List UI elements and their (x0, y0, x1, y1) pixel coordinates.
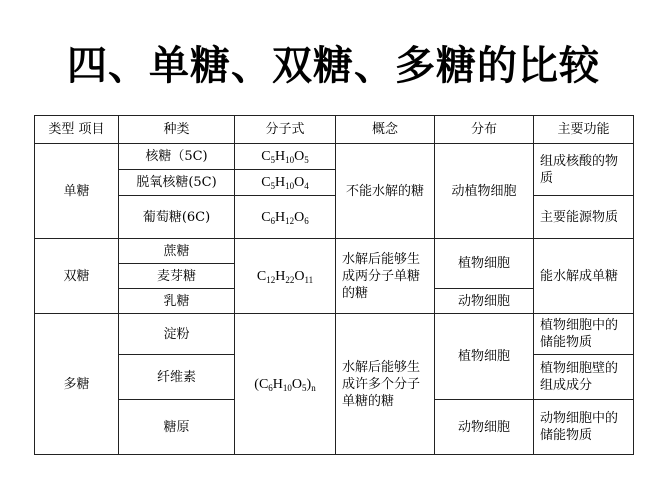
function-mono-0: 组成核酸的物质 (534, 144, 634, 196)
table-row (35, 314, 634, 355)
formula-cell (235, 239, 336, 314)
function-poly-0: 植物细胞中的储能物质 (534, 314, 634, 355)
formula-cell (235, 314, 336, 455)
kind-cell: 纤维素 (119, 355, 235, 400)
formula-cell (235, 144, 336, 170)
category-di: 双糖 (35, 239, 119, 314)
concept-poly: 水解后能够生成许多个分子单糖的糖 (336, 314, 435, 455)
formula-cell (235, 170, 336, 196)
header-distribution: 分布 (435, 116, 534, 144)
kind-cell: 麦芽糖 (119, 264, 235, 289)
function-poly-2: 动物细胞中的储能物质 (534, 400, 634, 455)
kind-cell: 葡萄糖(6C) (119, 196, 235, 239)
header-kinds: 种类 (119, 116, 235, 144)
kind-cell: 蔗糖 (119, 239, 235, 264)
distribution-di-0: 植物细胞 (435, 239, 534, 289)
kind-cell: 糖原 (119, 400, 235, 455)
table-row (35, 239, 634, 264)
distribution-poly-1: 动物细胞 (435, 400, 534, 455)
header-concept: 概念 (336, 116, 435, 144)
function-poly-1: 植物细胞壁的组成成分 (534, 355, 634, 400)
table-header-row (35, 116, 634, 144)
table-row (35, 144, 634, 170)
kind-cell: 核糖（5C) (119, 144, 235, 170)
table-row (35, 196, 634, 239)
formula-mono-0: $C_5H_{10}O_5$ (261, 149, 309, 165)
formula-cell (235, 196, 336, 239)
sugar-comparison-table (34, 115, 634, 455)
header-function: 主要功能 (534, 116, 634, 144)
header-formula: 分子式 (235, 116, 336, 144)
distribution-di-1: 动物细胞 (435, 289, 534, 314)
category-mono: 单糖 (35, 144, 119, 239)
distribution-poly-0: 植物细胞 (435, 314, 534, 400)
formula-mono-1: $C_5H_{10}O_4$ (261, 175, 309, 191)
kind-cell: 淀粉 (119, 314, 235, 355)
function-di: 能水解成单糖 (534, 239, 634, 314)
kind-cell: 脱氧核糖(5C) (119, 170, 235, 196)
concept-di: 水解后能够生成两分子单糖的糖 (336, 239, 435, 314)
formula-mono-2: $C_6H_{12}O_6$ (261, 209, 309, 226)
page-title: 四、单糖、双糖、多糖的比较 (67, 43, 600, 89)
formula-poly: $(C_6H_{10}O_5)_n$ (254, 376, 316, 393)
distribution-mono: 动植物细胞 (435, 144, 534, 239)
function-mono-1: 主要能源物质 (534, 196, 634, 239)
formula-di: $C_{12}H_{22}O_{11}$ (256, 268, 314, 285)
kind-cell: 乳糖 (119, 289, 235, 314)
category-poly: 多糖 (35, 314, 119, 455)
header-category: 类型 项目 (35, 116, 119, 144)
concept-mono: 不能水解的糖 (336, 144, 435, 239)
